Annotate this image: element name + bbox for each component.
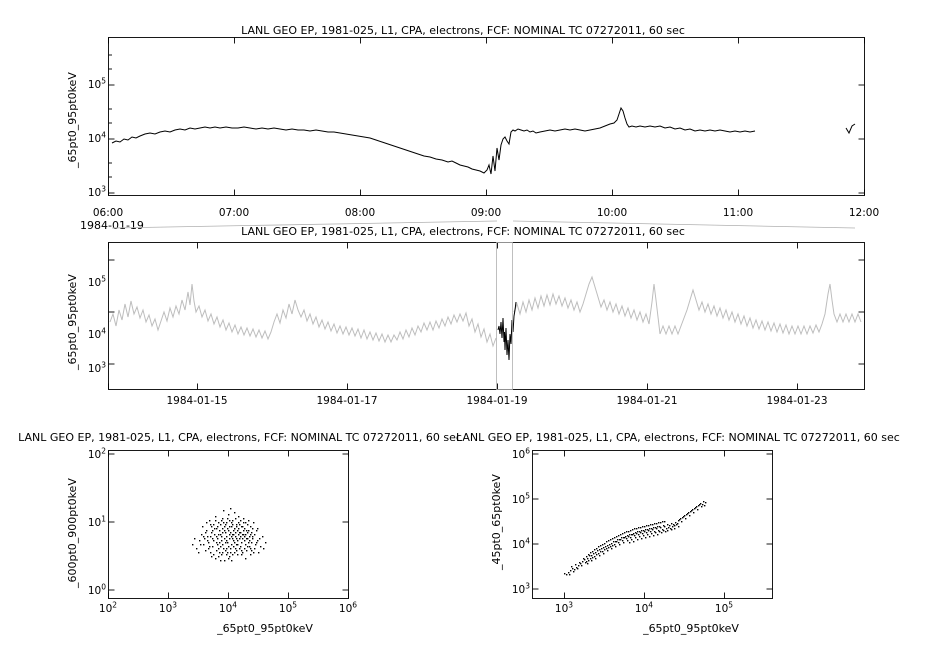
bottom-left-ytick-1e2: $10^2$	[87, 446, 106, 461]
bottom-left-plot-area	[0, 418, 470, 618]
bottom-left-xtick-3: $10^5$	[278, 600, 298, 615]
bottom-left-scatter-points	[192, 508, 266, 561]
bottom-right-plot-area	[456, 418, 926, 618]
middle-context-series	[110, 284, 496, 346]
bottom-left-ylabel: _600pt0_900pt0keV	[66, 478, 79, 588]
bottom-right-ylabel: _45pt0_65pt0keV	[490, 474, 503, 570]
bottom-right-xtick-0: $10^3$	[554, 600, 574, 615]
top-xtick-4: 10:00	[596, 207, 628, 219]
top-ytick-1e5: $10^5$	[87, 76, 106, 91]
bottom-left-xtick-2: $10^4$	[218, 600, 238, 615]
top-series-line	[112, 108, 755, 174]
top-ytick-1e4: $10^4$	[87, 130, 106, 145]
bottom-left-scatter-panel	[0, 418, 470, 647]
bottom-left-xlabel: _65pt0_95pt0keV	[217, 622, 313, 635]
top-panel-ylabel: _65pt0_95pt0keV	[66, 72, 79, 168]
bottom-left-ytick-1e0: $10^0$	[87, 582, 106, 597]
bottom-right-xtick-1: $10^4$	[634, 600, 654, 615]
bottom-left-xtick-4: $10^6$	[338, 600, 358, 615]
bottom-right-scatter-panel	[456, 418, 926, 647]
bottom-right-ytick-1e3: $10^3$	[511, 581, 530, 596]
bottom-right-xlabel: _65pt0_95pt0keV	[643, 622, 739, 635]
selection-window-box[interactable]	[497, 243, 513, 390]
bottom-right-scatter-points	[564, 501, 706, 575]
middle-panel-title: LANL GEO EP, 1981-025, L1, CPA, electrons, FCF: NOMINAL TC 07272011, 60 sec	[241, 225, 685, 238]
bottom-right-title: LANL GEO EP, 1981-025, L1, CPA, electrons, FCF: NOMINAL TC 07272011, 60 sec	[456, 431, 900, 444]
bottom-left-xtick-0: $10^2$	[98, 600, 118, 615]
middle-ytick-1e5: $10^5$	[87, 274, 106, 289]
middle-highlight-series	[498, 302, 516, 360]
top-ytick-1e3: $10^3$	[87, 184, 106, 199]
middle-panel-plot-area	[0, 222, 926, 397]
bottom-right-ytick-1e5: $10^5$	[511, 491, 530, 506]
top-series-line-tail	[846, 124, 855, 133]
top-xtick-2: 08:00	[344, 207, 376, 219]
bottom-left-xtick-1: $10^3$	[158, 600, 178, 615]
bottom-left-title: LANL GEO EP, 1981-025, L1, CPA, electrons, FCF: NOMINAL TC 07272011, 60 sec	[18, 431, 462, 444]
middle-ytick-1e3: $10^3$	[87, 360, 106, 375]
middle-xtick-4: 1984-01-23	[766, 395, 828, 407]
middle-xtick-3: 1984-01-21	[616, 395, 678, 407]
middle-xtick-1: 1984-01-17	[316, 395, 378, 407]
bottom-right-xtick-2: $10^5$	[714, 600, 734, 615]
top-panel-title: LANL GEO EP, 1981-025, L1, CPA, electrons, FCF: NOMINAL TC 07272011, 60 sec	[241, 24, 685, 37]
top-xtick-6: 12:00	[848, 207, 880, 219]
bottom-left-ytick-1e1: $10^1$	[87, 514, 106, 529]
top-panel-plot-area	[0, 0, 926, 205]
middle-xtick-2: 1984-01-19	[466, 395, 528, 407]
top-xtick-5: 11:00	[722, 207, 754, 219]
middle-xtick-0: 1984-01-15	[166, 395, 228, 407]
top-panel-date-label: 1984-01-19	[80, 219, 144, 232]
middle-ytick-1e4: $10^4$	[87, 326, 106, 341]
top-xtick-1: 07:00	[218, 207, 250, 219]
bottom-right-ytick-1e6: $10^6$	[511, 446, 530, 461]
bottom-right-ytick-1e4: $10^4$	[511, 536, 530, 551]
top-timeseries-panel	[0, 0, 926, 230]
middle-context-series-right	[514, 277, 861, 334]
middle-context-panel	[0, 222, 926, 422]
middle-panel-ylabel: _65pt0_95pt0keV	[66, 274, 79, 370]
top-xtick-3: 09:00	[470, 207, 502, 219]
top-xtick-0: 06:00	[92, 207, 124, 219]
